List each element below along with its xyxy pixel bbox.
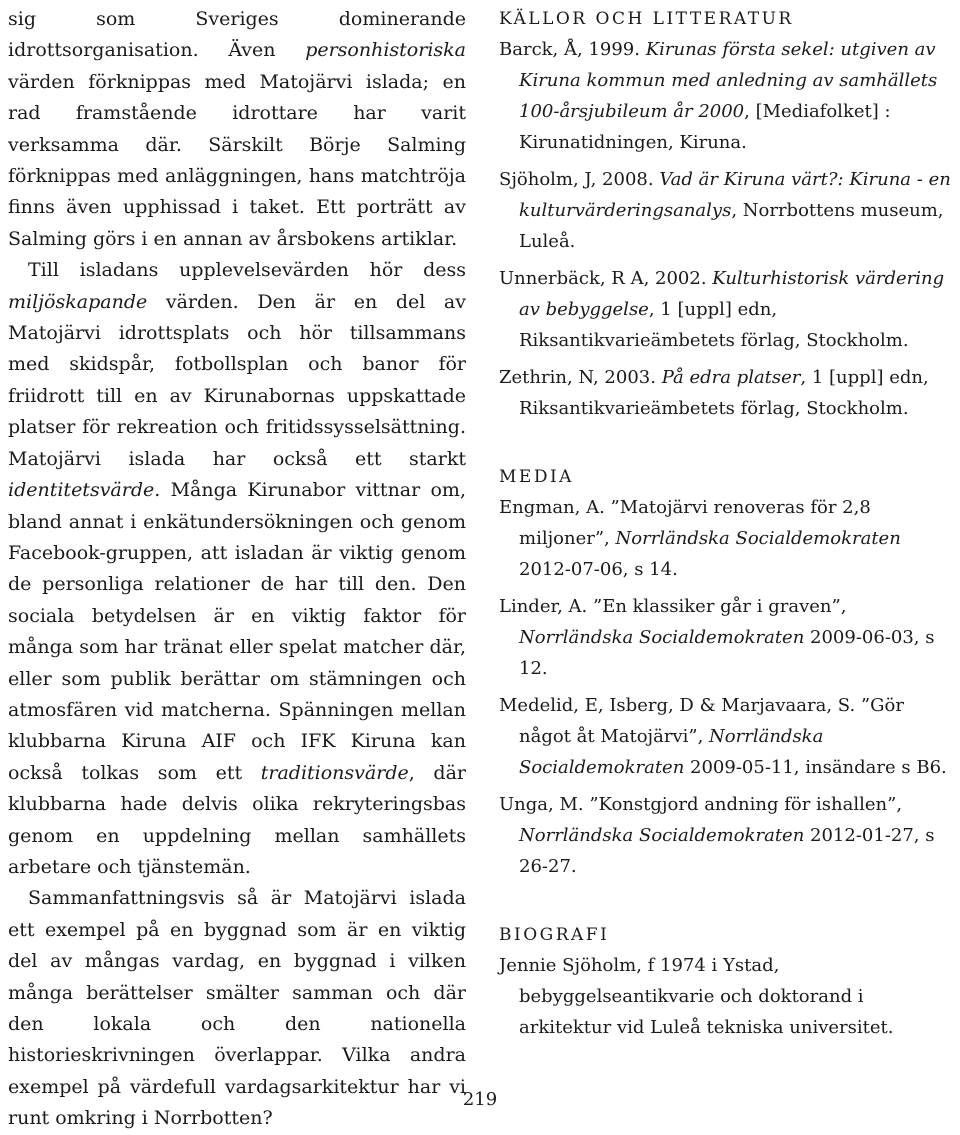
section-heading: MEDIA (499, 467, 574, 487)
text-run: Barck, Å, 1999. (499, 39, 646, 60)
text-run: , [Mediafolket] : Kirunatidningen, Kiruna. (519, 101, 891, 153)
text-run: 2012-01-27, s 26-27. (519, 825, 935, 877)
text-run: Unnerbäck, R A, 2002. (499, 268, 713, 289)
italic-text: Kulturhistorisk värdering av bebyggelse (519, 268, 945, 320)
italic-text: Kirunas första sekel: utgiven av Kiruna kommun med anledning av samhällets 100-årsjubileum år 2000 (519, 39, 938, 122)
reference-entry (499, 362, 954, 424)
reference-entry (499, 591, 954, 684)
body-paragraph (8, 4, 466, 255)
text-run: Linder, A. ”En klassiker går i graven”, (499, 596, 847, 617)
reference-entry (499, 34, 954, 158)
italic-text: Norrländska Socialdemokraten (615, 528, 901, 549)
italic-text: personhistoriska (305, 39, 466, 62)
page-number: 219 (462, 1089, 498, 1110)
text-run: Till isladans upplevelsevärden hör dess (28, 259, 466, 282)
text-run: , där klubbarna hade delvis olika rekryteringsbas genom en uppdelning mellan samhällets arbetare och tjänstemän. (8, 761, 466, 878)
text-run: 2009-05-11, insändare s B6. (684, 757, 947, 778)
reference-entry (499, 690, 954, 783)
text-run: 2009-06-03, s 12. (519, 627, 935, 679)
text-run: Jennie Sjöholm, f 1974 i Ystad, bebyggelseantikvarie och doktorand i arkitektur vid Luleå tekniska universitet. (499, 955, 894, 1038)
italic-text: Norrländska Socialdemokraten (519, 726, 824, 778)
text-run: värden. Den är en del av Matojärvi idrottsplats och hör tillsammans med skidspår, fotbollsplan och banor för friidrott till en av Kirunabornas uppskattade platser för rekreation och fritidssysselsättning. Matojärvi islada har också ett starkt (8, 290, 466, 470)
text-run: Sjöholm, J, 2008. (499, 169, 660, 190)
text-run: , Norrbottens museum, Luleå. (519, 200, 944, 252)
body-paragraph (8, 255, 466, 883)
italic-text: Norrländska Socialdemokraten (519, 825, 805, 846)
reference-entry (499, 263, 954, 356)
section-heading: BIOGRAFI (499, 925, 610, 945)
reference-entry (499, 492, 954, 585)
reference-entry (499, 950, 954, 1043)
text-run: , 1 [uppl] edn, Riksantikvarieämbetets förlag, Stockholm. (519, 299, 909, 351)
text-run: Sammanfattningsvis så är Matojärvi islada ett exempel på en byggnad som är en viktig del av mångas vardag, en byggnad i vilken många berättelser smälter samman och där den lokala och den nationella historieskrivningen överlappar. Vilka andra exempel på värdefull vardagsarkitektur har vi runt omkring i Norrbotten? (8, 887, 466, 1130)
text-run: 2012-07-06, s 14. (519, 559, 678, 580)
italic-text: identitetsvärde (8, 479, 155, 502)
italic-text: Vad är Kiruna värt?: Kiruna - en kulturvärderingsanalys (519, 169, 951, 221)
italic-text: traditionsvärde (260, 761, 409, 784)
reference-entry (499, 789, 954, 882)
text-run: värden förknippas med Matojärvi islada; en rad framstående idrottare har varit verksamma där. Särskilt Börje Salming förknippas med anläggningen, hans matchtröja finns även upphissad i taket. Ett porträtt av Salming görs i en annan av årsbokens artiklar. (8, 70, 466, 250)
italic-text: På edra platser (661, 367, 801, 388)
text-run: Unga, M. ”Konstgjord andning för ishallen”, (499, 794, 903, 815)
section-heading: KÄLLOR OCH LITTERATUR (499, 9, 794, 29)
reference-entry (499, 164, 954, 257)
text-run: Medelid, E, Isberg, D & Marjavaara, S. ”Gör något åt Matojärvi”, (499, 695, 904, 747)
left-column (8, 4, 466, 1135)
text-run: sig som Sveriges dominerande idrottsorganisation. Även (8, 8, 466, 62)
text-run: Zethrin, N, 2003. (499, 367, 662, 388)
italic-text: miljöskapande (8, 290, 148, 313)
text-run: . Många Kirunabor vittnar om, bland annat i enkätundersökningen och genom Facebook-gruppen, att isladan är viktig genom de personliga relationer de har till den. Den sociala betydelsen är en viktig faktor för många som har tränat eller spelat matcher där, eller som publik berättar om stämningen och atmosfären vid matcherna. Spänningen mellan klubbarna Kiruna AIF och IFK Kiruna kan också tolkas som ett (8, 479, 466, 784)
text-run: , 1 [uppl] edn, Riksantikvarieämbetets förlag, Stockholm. (519, 367, 929, 419)
text-run: Engman, A. ”Matojärvi renoveras för 2,8 miljoner”, (499, 497, 871, 549)
italic-text: Norrländska Socialdemokraten (519, 627, 805, 648)
right-column (499, 4, 954, 1049)
